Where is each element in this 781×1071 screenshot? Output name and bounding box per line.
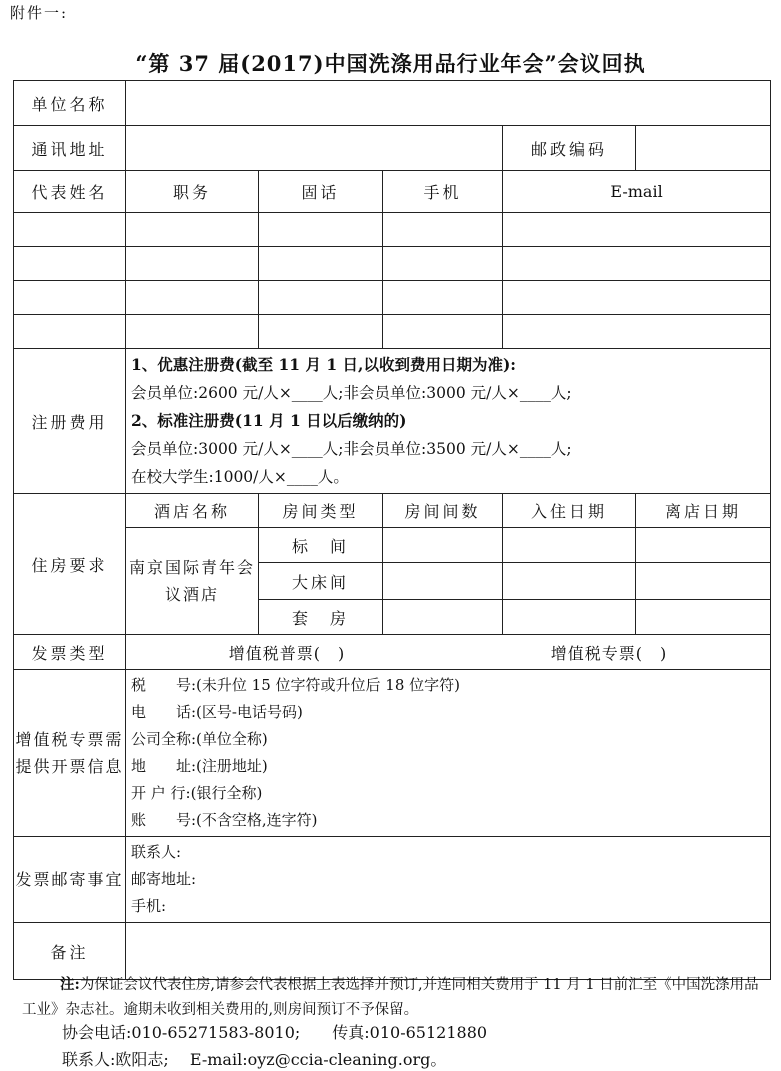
invoice-type-row bbox=[14, 635, 771, 670]
room-type-standard: 标 间 bbox=[259, 528, 383, 563]
rep-phone-cell[interactable] bbox=[259, 281, 383, 315]
rep-header-row bbox=[14, 171, 771, 213]
company-name-line: 公司全称:(单位全称) bbox=[131, 730, 268, 748]
room-type-king: 大床间 bbox=[259, 563, 383, 600]
checkin-date-cell[interactable] bbox=[503, 563, 636, 600]
page-title: “第 37 届(2017)中国洗涤用品行业年会”会议回执 bbox=[135, 51, 646, 76]
rep-email-cell[interactable] bbox=[503, 281, 771, 315]
remarks-label: 备注 bbox=[14, 923, 126, 980]
rep-mobile-cell[interactable] bbox=[383, 315, 503, 349]
checkin-date-header: 入住日期 bbox=[503, 494, 636, 528]
invoice-type-label: 发票类型 bbox=[14, 635, 126, 670]
rep-email-cell[interactable] bbox=[503, 213, 771, 247]
rep-mobile-cell[interactable] bbox=[383, 247, 503, 281]
rep-position-cell[interactable] bbox=[126, 247, 259, 281]
hotel-name: 南京国际青年会议酒店 bbox=[126, 528, 259, 635]
unit-name-label: 单位名称 bbox=[14, 81, 126, 126]
mailing-row bbox=[14, 837, 771, 923]
vat-info-label: 增值税专票需提供开票信息 bbox=[14, 670, 126, 837]
rep-email-cell[interactable] bbox=[503, 247, 771, 281]
footnote bbox=[22, 972, 762, 1023]
room-count-cell[interactable] bbox=[383, 600, 503, 635]
registration-fee-row bbox=[14, 349, 771, 494]
bank-line: 开 户 行:(银行全称) bbox=[131, 784, 263, 802]
special-vat-invoice-option[interactable]: 增值税专票( ) bbox=[550, 643, 668, 663]
rep-row bbox=[14, 315, 771, 349]
remarks-field[interactable] bbox=[126, 923, 771, 980]
mailing-address-line: 邮寄地址: bbox=[131, 870, 197, 888]
contact-phone-fax: 协会电话:010-65271583-8010; 传真:010-65121880 bbox=[62, 1023, 488, 1042]
rep-row bbox=[14, 281, 771, 315]
rep-phone-cell[interactable] bbox=[259, 247, 383, 281]
hotel-name-header: 酒店名称 bbox=[126, 494, 259, 528]
rep-position-header: 职务 bbox=[126, 171, 259, 213]
address-row bbox=[14, 126, 771, 171]
rep-position-cell[interactable] bbox=[126, 315, 259, 349]
tax-number-line: 税 号:(未升位 15 位字符或升位后 18 位字符) bbox=[131, 676, 461, 694]
registration-fee-content bbox=[126, 349, 771, 494]
postcode-field[interactable] bbox=[636, 126, 771, 171]
rep-phone-cell[interactable] bbox=[259, 315, 383, 349]
footnote-text: 为保证会议代表住房,请参会代表根据上表选择并预订,并连同相关费用于 11 月 1 日前汇至《中国洗涤用品工业》杂志社。逾期未收到相关费用的,则房间预订不予保留。 bbox=[22, 977, 759, 1018]
rep-phone-header: 固话 bbox=[259, 171, 383, 213]
housing-header-row bbox=[14, 494, 771, 528]
account-line: 账 号:(不含空格,连字符) bbox=[131, 811, 318, 829]
room-type-suite: 套 房 bbox=[259, 600, 383, 635]
rep-name-cell[interactable] bbox=[14, 247, 126, 281]
contact-person-email: 联系人:欧阳志; E-mail:oyz@ccia-cleaning.org。 bbox=[62, 1050, 447, 1069]
phone-line: 电 话:(区号-电话号码) bbox=[131, 703, 303, 721]
mailing-mobile-line: 手机: bbox=[131, 897, 167, 915]
rep-position-cell[interactable] bbox=[126, 281, 259, 315]
housing-label: 住房要求 bbox=[14, 494, 126, 635]
checkin-date-cell[interactable] bbox=[503, 600, 636, 635]
room-row-standard bbox=[14, 528, 771, 563]
rep-name-header: 代表姓名 bbox=[14, 171, 126, 213]
address-field[interactable] bbox=[126, 126, 503, 171]
rep-mobile-cell[interactable] bbox=[383, 213, 503, 247]
rep-phone-cell[interactable] bbox=[259, 213, 383, 247]
unit-name-row bbox=[14, 81, 771, 126]
remarks-row bbox=[14, 923, 771, 980]
checkout-date-cell[interactable] bbox=[636, 600, 771, 635]
invoice-type-options bbox=[126, 635, 771, 670]
room-type-header: 房间类型 bbox=[259, 494, 383, 528]
checkout-date-header: 离店日期 bbox=[636, 494, 771, 528]
unit-name-field[interactable] bbox=[126, 81, 771, 126]
early-fee-title: 1、优惠注册费(截至 11 月 1 日,以收到费用日期为准): bbox=[131, 355, 517, 374]
address-label: 通讯地址 bbox=[14, 126, 126, 171]
standard-fee-title: 2、标准注册费(11 月 1 日以后缴纳的) bbox=[131, 411, 407, 430]
rep-email-header: E-mail bbox=[503, 171, 771, 213]
mailing-contact-line: 联系人: bbox=[131, 843, 182, 861]
room-count-header: 房间间数 bbox=[383, 494, 503, 528]
address-line: 地 址:(注册地址) bbox=[131, 757, 268, 775]
standard-fee-line: 会员单位:3000 元/人×____人;非会员单位:3500 元/人×____人; bbox=[131, 440, 572, 458]
rep-name-cell[interactable] bbox=[14, 213, 126, 247]
rep-row bbox=[14, 247, 771, 281]
rep-position-cell[interactable] bbox=[126, 213, 259, 247]
mailing-label: 发票邮寄事宜 bbox=[14, 837, 126, 923]
vat-info-content bbox=[126, 670, 771, 837]
rep-mobile-cell[interactable] bbox=[383, 281, 503, 315]
attachment-label: 附件一: bbox=[10, 4, 69, 22]
ordinary-vat-invoice-option[interactable]: 增值税普票( ) bbox=[228, 643, 346, 663]
rep-name-cell[interactable] bbox=[14, 281, 126, 315]
registration-form-table bbox=[13, 80, 771, 980]
vat-info-row bbox=[14, 670, 771, 837]
postcode-label: 邮政编码 bbox=[503, 126, 636, 171]
checkout-date-cell[interactable] bbox=[636, 528, 771, 563]
student-fee-line: 在校大学生:1000/人×____人。 bbox=[131, 468, 349, 486]
rep-mobile-header: 手机 bbox=[383, 171, 503, 213]
rep-email-cell[interactable] bbox=[503, 315, 771, 349]
footnote-prefix: 注: bbox=[60, 976, 80, 993]
early-fee-line: 会员单位:2600 元/人×____人;非会员单位:3000 元/人×____人; bbox=[131, 384, 572, 402]
room-count-cell[interactable] bbox=[383, 563, 503, 600]
room-count-cell[interactable] bbox=[383, 528, 503, 563]
rep-name-cell[interactable] bbox=[14, 315, 126, 349]
mailing-content bbox=[126, 837, 771, 923]
rep-row bbox=[14, 213, 771, 247]
checkout-date-cell[interactable] bbox=[636, 563, 771, 600]
checkin-date-cell[interactable] bbox=[503, 528, 636, 563]
registration-fee-label: 注册费用 bbox=[14, 349, 126, 494]
